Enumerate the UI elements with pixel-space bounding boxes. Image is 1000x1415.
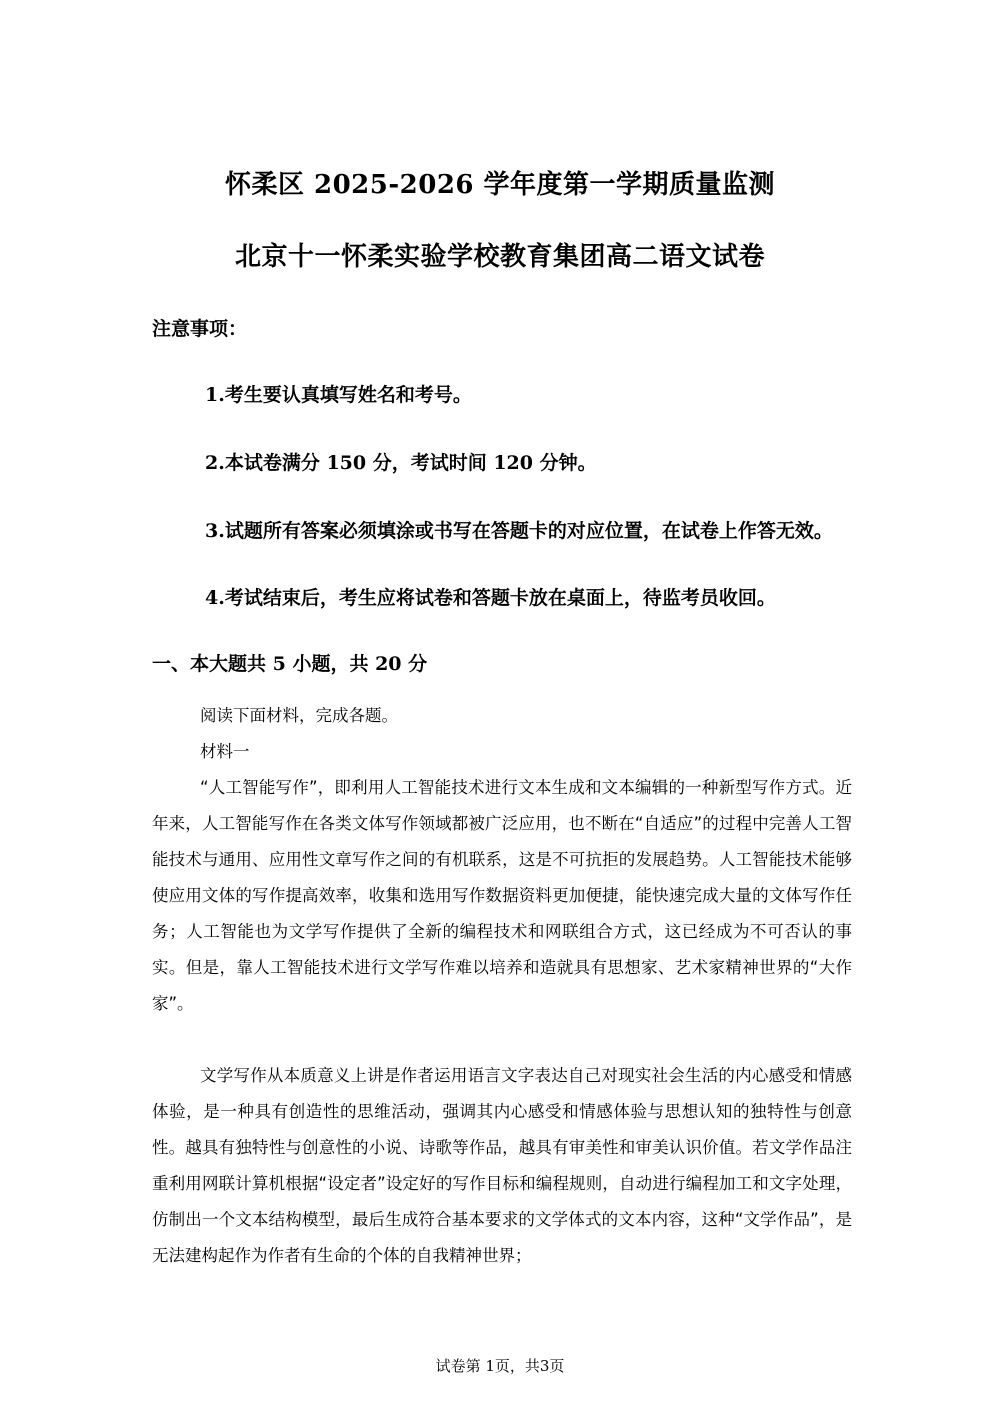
section-heading: 一、本大题共 5 小题，共 20 分 bbox=[152, 653, 428, 675]
exam-title-line1: 怀柔区 2025-2026 学年度第一学期质量监测 bbox=[224, 170, 776, 200]
notice-item: 3.试题所有答案必须填涂或书写在答题卡的对应位置，在试卷上作答无效。 bbox=[205, 520, 833, 542]
reading-instruction: 阅读下面材料，完成各题。 bbox=[200, 706, 398, 725]
notice-item: 4.考试结束后，考生应将试卷和答题卡放在桌面上，待监考员收回。 bbox=[205, 587, 776, 609]
material-paragraph: “人工智能写作”，即利用人工智能技术进行文本生成和文本编辑的一种新型写作方式。近年来，人工智能写作在各类文体写作领域都被广泛应用，也不断在“自适应”的过程中完善人工智能技术与通用、应用性文章写作之间的有机联系，这是不可抗拒的发展趋势。人工智能技术能够使应用文体的写作提高效率，收集和选用写作数据资料更加便捷，能快速完成大量的文体写作任务；人工智能也为文学写作提供了全新的编程技术和网联组合方式，这已经成为不可否认的事实。但是，靠人工智能技术进行文学写作难以培养和造就具有思想家、艺术家精神世界的“大作家”。 bbox=[152, 778, 852, 1013]
page-footer: 试卷第 1页，共3页 bbox=[435, 1357, 565, 1375]
material-label: 材料一 bbox=[200, 742, 250, 761]
notice-heading: 注意事项： bbox=[152, 318, 248, 340]
notice-item: 2.本试卷满分 150 分，考试时间 120 分钟。 bbox=[205, 452, 597, 474]
material-paragraph: 文学写作从本质意义上讲是作者运用语言文字表达自己对现实社会生活的内心感受和情感体验，是一种具有创造性的思维活动，强调其内心感受和情感体验与思想认知的独特性与创意性。越具有独特性与创意性的小说、诗歌等作品，越具有审美性和审美认识价值。若文学作品注重利用网联计算机根据“设定者”设定好的写作目标和编程规则，自动进行编程加工和文字处理，仿制出一个文本结构模型，最后生成符合基本要求的文学体式的文本内容，这种“文学作品”，是无法建构起作为作者有生命的个体的自我精神世界； bbox=[152, 1066, 852, 1265]
notice-item: 1.考生要认真填写姓名和考号。 bbox=[205, 384, 472, 406]
exam-title-line2: 北京十一怀柔实验学校教育集团高二语文试卷 bbox=[234, 242, 765, 272]
